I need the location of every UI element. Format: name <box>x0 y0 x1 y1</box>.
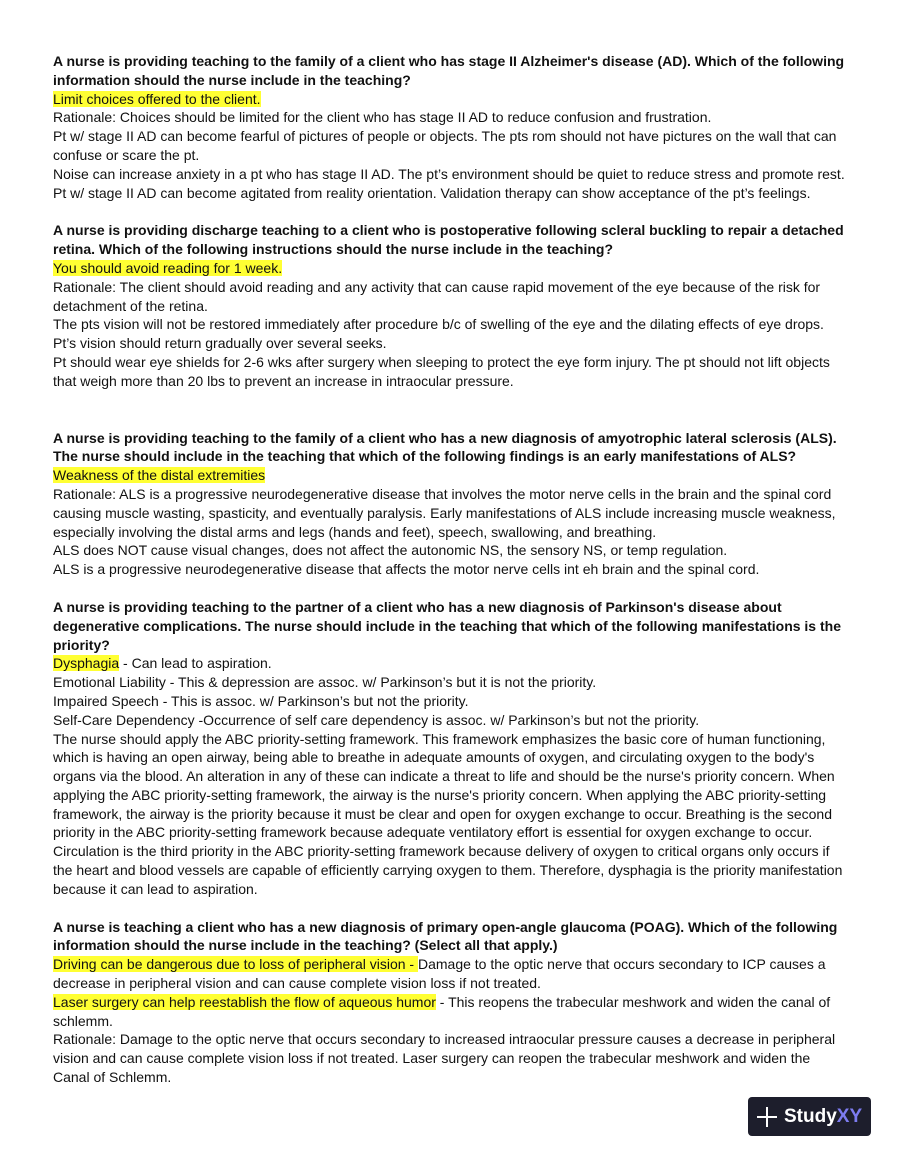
rationale-line: Pt w/ stage II AD can become agitated from reality orientation. Validation therapy can show acceptance of the pt’s feelings. <box>53 184 811 201</box>
rationale-line: Impaired Speech - This is assoc. w/ Parkinson’s but not the priority. <box>53 692 469 709</box>
question-text: A nurse is providing teaching to the partner of a client who has a new diagnosis of Parkinson's disease about degenerative complications. The nurse should include in the teaching that which of the following manifestations is the priority? <box>53 598 841 653</box>
rationale-line: Rationale: ALS is a progressive neurodegenerative disease that involves the motor nerve cells in the brain and the spinal cord causing muscle wasting, spasticity, and eventually paralysis. Early manifestations of ALS include increasing muscle weakness, especially involving the distal arms and legs (hands and feet), speech, swallowing, and breathing. <box>53 485 836 540</box>
answer-line <box>53 466 850 485</box>
answer-note: - This reopens the trabecular meshwork and widen the canal of schlemm. <box>53 993 831 1029</box>
answer-line <box>53 993 850 1031</box>
rationale-line: ALS does NOT cause visual changes, does not affect the autonomic NS, the sensory NS, or temp regulation. <box>53 542 728 559</box>
document-page <box>53 52 850 1087</box>
question-block <box>53 598 850 899</box>
highlighted-answer: Limit choices offered to the client. <box>53 90 261 107</box>
rationale-line: Rationale: The client should avoid reading and any activity that can cause rapid movement of the eye because of the risk for detachment of the retina. <box>53 278 821 314</box>
answer-note: Damage to the optic nerve that occurs secondary to ICP causes a decrease in peripheral vision and can cause complete vision loss if not treated. <box>53 956 826 992</box>
rationale-line: Rationale: Damage to the optic nerve that occurs secondary to increased intraocular pressure causes a decrease in peripheral vision and can cause complete vision loss if not treated. Laser surgery can reopen the trabecular meshwork and widen the Canal of Schlemm. <box>53 1031 836 1086</box>
question-text: A nurse is providing discharge teaching to a client who is postoperative following scleral buckling to repair a detached retina. Which of the following instructions should the nurse include in the teaching? <box>53 222 844 258</box>
answer-line <box>53 654 850 673</box>
rationale-line: Pt w/ stage II AD can become fearful of pictures of people or objects. The pts rom should not have pictures on the wall that can confuse or scare the pt. <box>53 128 837 163</box>
question-text: A nurse is teaching a client who has a new diagnosis of primary open-angle glaucoma (POAG). Which of the following information should the nurse include in the teaching? (Select all that apply.) <box>53 918 838 954</box>
rationale-line: The nurse should apply the ABC priority-setting framework. This framework emphasizes the basic core of human functioning, which is having an open airway, being able to breathe in adequate amounts of oxygen, and circulating oxygen to the body's organs via the blood. An alteration in any of these can indicate a threat to life and should be the nurse's priority concern. When applying the ABC priority-setting framework, the airway is the nurse's priority concern. When applying the ABC priority-setting framework, the airway is the priority because it must be clear and open for oxygen exchange to occur. Breathing is the second priority in the ABC priority-setting framework because adequate ventilatory effort is essential for oxygen exchange to occur. Circulation is the third priority in the ABC priority-setting framework because delivery of oxygen to critical organs only occurs if the heart and blood vessels are capable of efficiently carrying oxygen to them. Therefore, dysphagia is the priority manifestation because it can lead to aspiration. <box>53 730 843 897</box>
highlighted-answer: Weakness of the distal extremities <box>53 467 266 484</box>
studyxy-logo <box>748 1097 871 1136</box>
highlighted-answer: Laser surgery can help reestablish the flow of aqueous humor <box>53 993 436 1010</box>
rationale-line: Self-Care Dependency -Occurrence of self care dependency is assoc. w/ Parkinson’s but not the priority. <box>53 711 700 728</box>
rationale-line: Noise can increase anxiety in a pt who has stage II AD. The pt’s environment should be quiet to reduce stress and promote rest. <box>53 165 845 182</box>
highlighted-answer: You should avoid reading for 1 week. <box>53 259 283 276</box>
rationale-line: Pt should wear eye shields for 2-6 wks after surgery when sleeping to protect the eye form injury. The pt should not lift objects that weigh more than 20 lbs to prevent an increase in intraocular pressure. <box>53 353 830 389</box>
highlighted-answer: Driving can be dangerous due to loss of peripheral vision - <box>53 956 418 973</box>
question-text: A nurse is providing teaching to the family of a client who has a new diagnosis of amyotrophic lateral sclerosis (ALS). The nurse should include in the teaching that which of the following findings is an early manifestations of ALS? <box>53 429 837 465</box>
rationale-line: ALS is a progressive neurodegenerative disease that affects the motor nerve cells int eh brain and the spinal cord. <box>53 561 760 578</box>
logo-text: StudyXY <box>784 1105 863 1127</box>
highlighted-answer: Dysphagia <box>53 655 120 672</box>
rationale-line: The pts vision will not be restored immediately after procedure b/c of swelling of the eye and the dilating effects of eye drops. Pt’s vision should return gradually over several seeks. <box>53 316 824 352</box>
answer-note: - Can lead to aspiration. <box>119 655 272 672</box>
question-block <box>53 221 850 390</box>
question-text: A nurse is providing teaching to the family of a client who has stage II Alzheimer's disease (AD). Which of the following information should the nurse include in the teaching? <box>53 53 845 88</box>
question-block <box>53 52 850 202</box>
plus-icon <box>757 1107 777 1127</box>
answer-line <box>53 90 850 109</box>
answer-line <box>53 955 850 993</box>
rationale-line: Emotional Liability - This & depression are assoc. w/ Parkinson’s but it is not the priority. <box>53 674 597 691</box>
answer-line <box>53 259 850 278</box>
question-block <box>53 918 850 1087</box>
question-block <box>53 429 850 579</box>
rationale-line: Rationale: Choices should be limited for the client who has stage II AD to reduce confusion and frustration. <box>53 109 712 126</box>
